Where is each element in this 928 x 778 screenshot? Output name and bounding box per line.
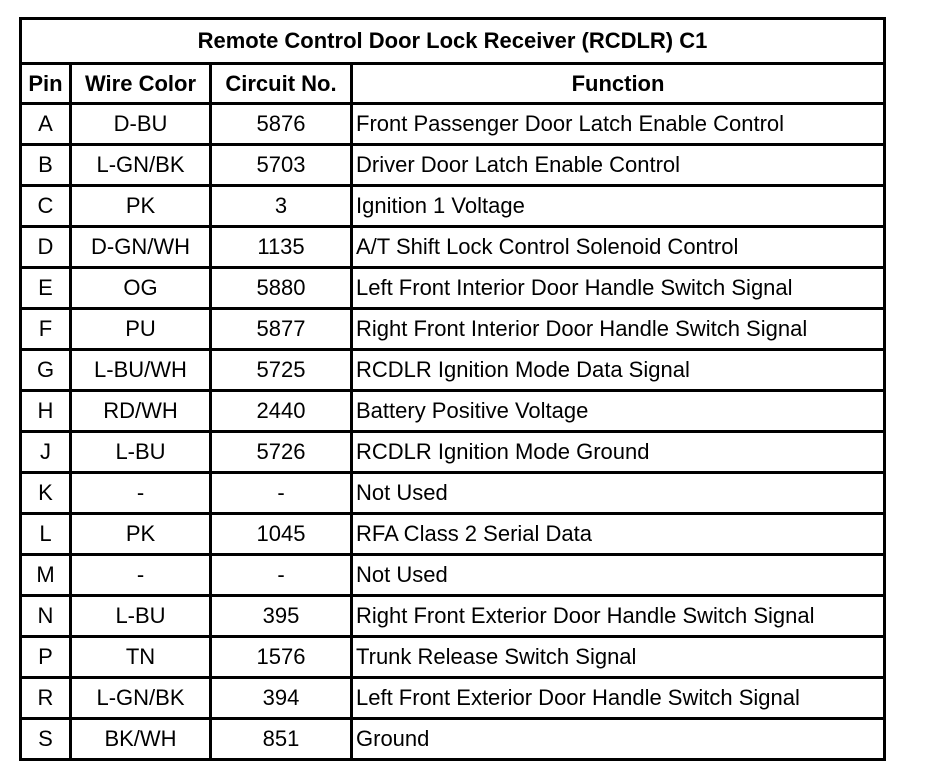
table-row [21, 227, 885, 268]
function-cell: RCDLR Ignition Mode Ground [352, 432, 885, 473]
wire-color-cell: PU [71, 309, 211, 350]
table-row [21, 432, 885, 473]
circuit-number-cell: 5880 [211, 268, 352, 309]
table-row [21, 473, 885, 514]
pin-cell: J [21, 432, 71, 473]
table-row [21, 678, 885, 719]
circuit-number-cell: 1045 [211, 514, 352, 555]
pin-cell: C [21, 186, 71, 227]
pin-cell: H [21, 391, 71, 432]
function-cell: Not Used [352, 473, 885, 514]
circuit-number-cell: 5726 [211, 432, 352, 473]
circuit-number-cell: 2440 [211, 391, 352, 432]
function-cell: Battery Positive Voltage [352, 391, 885, 432]
pin-cell: M [21, 555, 71, 596]
circuit-number-cell: - [211, 555, 352, 596]
table-row [21, 104, 885, 145]
pin-cell: N [21, 596, 71, 637]
table-row [21, 268, 885, 309]
circuit-number-cell: 394 [211, 678, 352, 719]
table-body [21, 104, 885, 760]
pin-cell: R [21, 678, 71, 719]
circuit-number-cell: 5725 [211, 350, 352, 391]
pin-cell: G [21, 350, 71, 391]
pin-cell: F [21, 309, 71, 350]
table-title: Remote Control Door Lock Receiver (RCDLR) C1 [21, 19, 885, 64]
function-cell: A/T Shift Lock Control Solenoid Control [352, 227, 885, 268]
table-row [21, 637, 885, 678]
table-row [21, 145, 885, 186]
table-row [21, 186, 885, 227]
pin-cell: E [21, 268, 71, 309]
function-cell: Ignition 1 Voltage [352, 186, 885, 227]
wire-color-column-header: Wire Color [71, 64, 211, 104]
table-row [21, 391, 885, 432]
function-column-header: Function [352, 64, 885, 104]
function-cell: Ground [352, 719, 885, 760]
circuit-number-cell: 5876 [211, 104, 352, 145]
pin-cell: B [21, 145, 71, 186]
table-row [21, 596, 885, 637]
pin-column-header: Pin [21, 64, 71, 104]
connector-pinout-table [19, 17, 886, 761]
wire-color-cell: L-BU/WH [71, 350, 211, 391]
function-cell: RCDLR Ignition Mode Data Signal [352, 350, 885, 391]
function-cell: Left Front Exterior Door Handle Switch Signal [352, 678, 885, 719]
function-cell: Trunk Release Switch Signal [352, 637, 885, 678]
circuit-number-cell: 5877 [211, 309, 352, 350]
wire-color-cell: BK/WH [71, 719, 211, 760]
circuit-number-cell: 395 [211, 596, 352, 637]
wire-color-cell: L-GN/BK [71, 678, 211, 719]
function-cell: Right Front Exterior Door Handle Switch Signal [352, 596, 885, 637]
circuit-number-cell: 5703 [211, 145, 352, 186]
wire-color-cell: L-BU [71, 596, 211, 637]
pin-cell: D [21, 227, 71, 268]
function-cell: Front Passenger Door Latch Enable Control [352, 104, 885, 145]
function-cell: Right Front Interior Door Handle Switch Signal [352, 309, 885, 350]
pin-cell: K [21, 473, 71, 514]
wire-color-cell: D-BU [71, 104, 211, 145]
function-cell: RFA Class 2 Serial Data [352, 514, 885, 555]
wire-color-cell: D-GN/WH [71, 227, 211, 268]
pin-cell: S [21, 719, 71, 760]
table-title-row [21, 19, 885, 64]
table-header-row [21, 64, 885, 104]
pin-cell: P [21, 637, 71, 678]
table-row [21, 350, 885, 391]
function-cell: Left Front Interior Door Handle Switch Signal [352, 268, 885, 309]
wire-color-cell: L-BU [71, 432, 211, 473]
wire-color-cell: PK [71, 186, 211, 227]
circuit-number-cell: 3 [211, 186, 352, 227]
circuit-number-cell: 851 [211, 719, 352, 760]
wire-color-cell: - [71, 473, 211, 514]
circuit-number-cell: - [211, 473, 352, 514]
table-row [21, 514, 885, 555]
wire-color-cell: TN [71, 637, 211, 678]
circuit-number-column-header: Circuit No. [211, 64, 352, 104]
function-cell: Driver Door Latch Enable Control [352, 145, 885, 186]
circuit-number-cell: 1576 [211, 637, 352, 678]
function-cell: Not Used [352, 555, 885, 596]
wire-color-cell: OG [71, 268, 211, 309]
table-row [21, 309, 885, 350]
pin-cell: A [21, 104, 71, 145]
wire-color-cell: L-GN/BK [71, 145, 211, 186]
circuit-number-cell: 1135 [211, 227, 352, 268]
table-row [21, 555, 885, 596]
wire-color-cell: RD/WH [71, 391, 211, 432]
wire-color-cell: - [71, 555, 211, 596]
wire-color-cell: PK [71, 514, 211, 555]
table-row [21, 719, 885, 760]
pin-cell: L [21, 514, 71, 555]
